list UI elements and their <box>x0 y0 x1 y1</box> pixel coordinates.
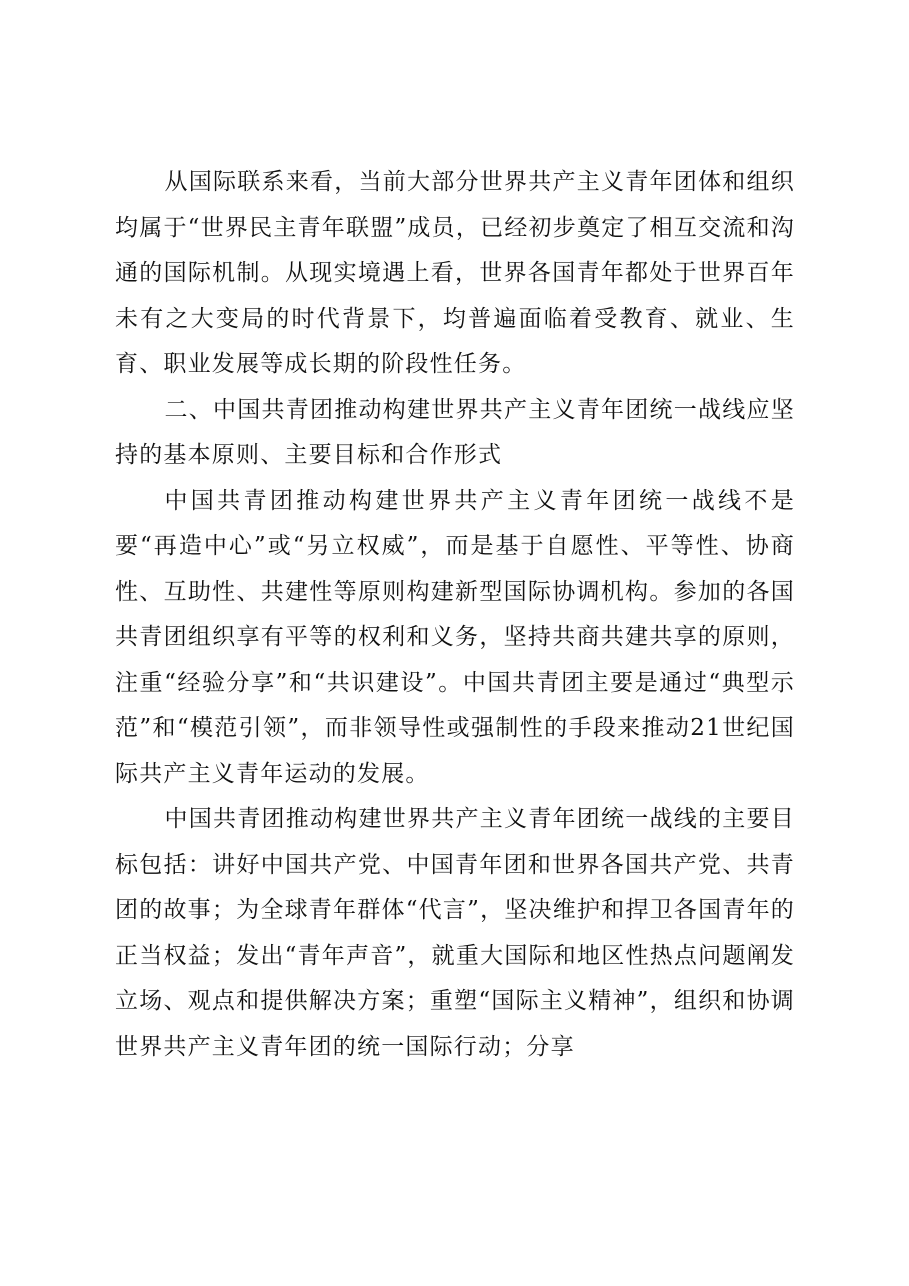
paragraph-main-goals: 中国共青团推动构建世界共产主义青年团统一战线的主要目标包括：讲好中国共产党、中国青年团和世界各国共产党、共青团的故事；为全球青年群体“代言”，坚决维护和捍卫各国青年的正当权益；发出“青年声音”，就重大国际和地区性热点问题阐发立场、观点和提供解决方案；重塑“国际主义精神”，组织和协调世界共产主义青年团的统一国际行动；分享 <box>115 806 795 1060</box>
paragraph-principles: 中国共青团推动构建世界共产主义青年团统一战线不是要“再造中心”或“另立权威”，而是基于自愿性、平等性、协商性、互助性、共建性等原则构建新型国际协调机构。参加的各国共青团组织享有平等的权利和义务，坚持共商共建共享的原则，注重“经验分享”和“共识建设”。中国共青团主要是通过“典型示范”和“模范引领”，而非领导性或强制性的手段来推动21世纪国际共产主义青年运动的发展。 <box>115 487 795 787</box>
paragraph-international-context: 从国际联系来看，当前大部分世界共产主义青年团体和组织均属于“世界民主青年联盟”成员，已经初步奠定了相互交流和沟通的国际机制。从现实境遇上看，世界各国青年都处于世界百年未有之大变局的时代背景下，均普遍面临着受教育、就业、生育、职业发展等成长期的阶段性任务。 <box>115 169 795 377</box>
document-body <box>115 160 795 1070</box>
section-heading-principles: 二、中国共青团推动构建世界共产主义青年团统一战线应坚持的基本原则、主要目标和合作形式 <box>115 396 795 468</box>
